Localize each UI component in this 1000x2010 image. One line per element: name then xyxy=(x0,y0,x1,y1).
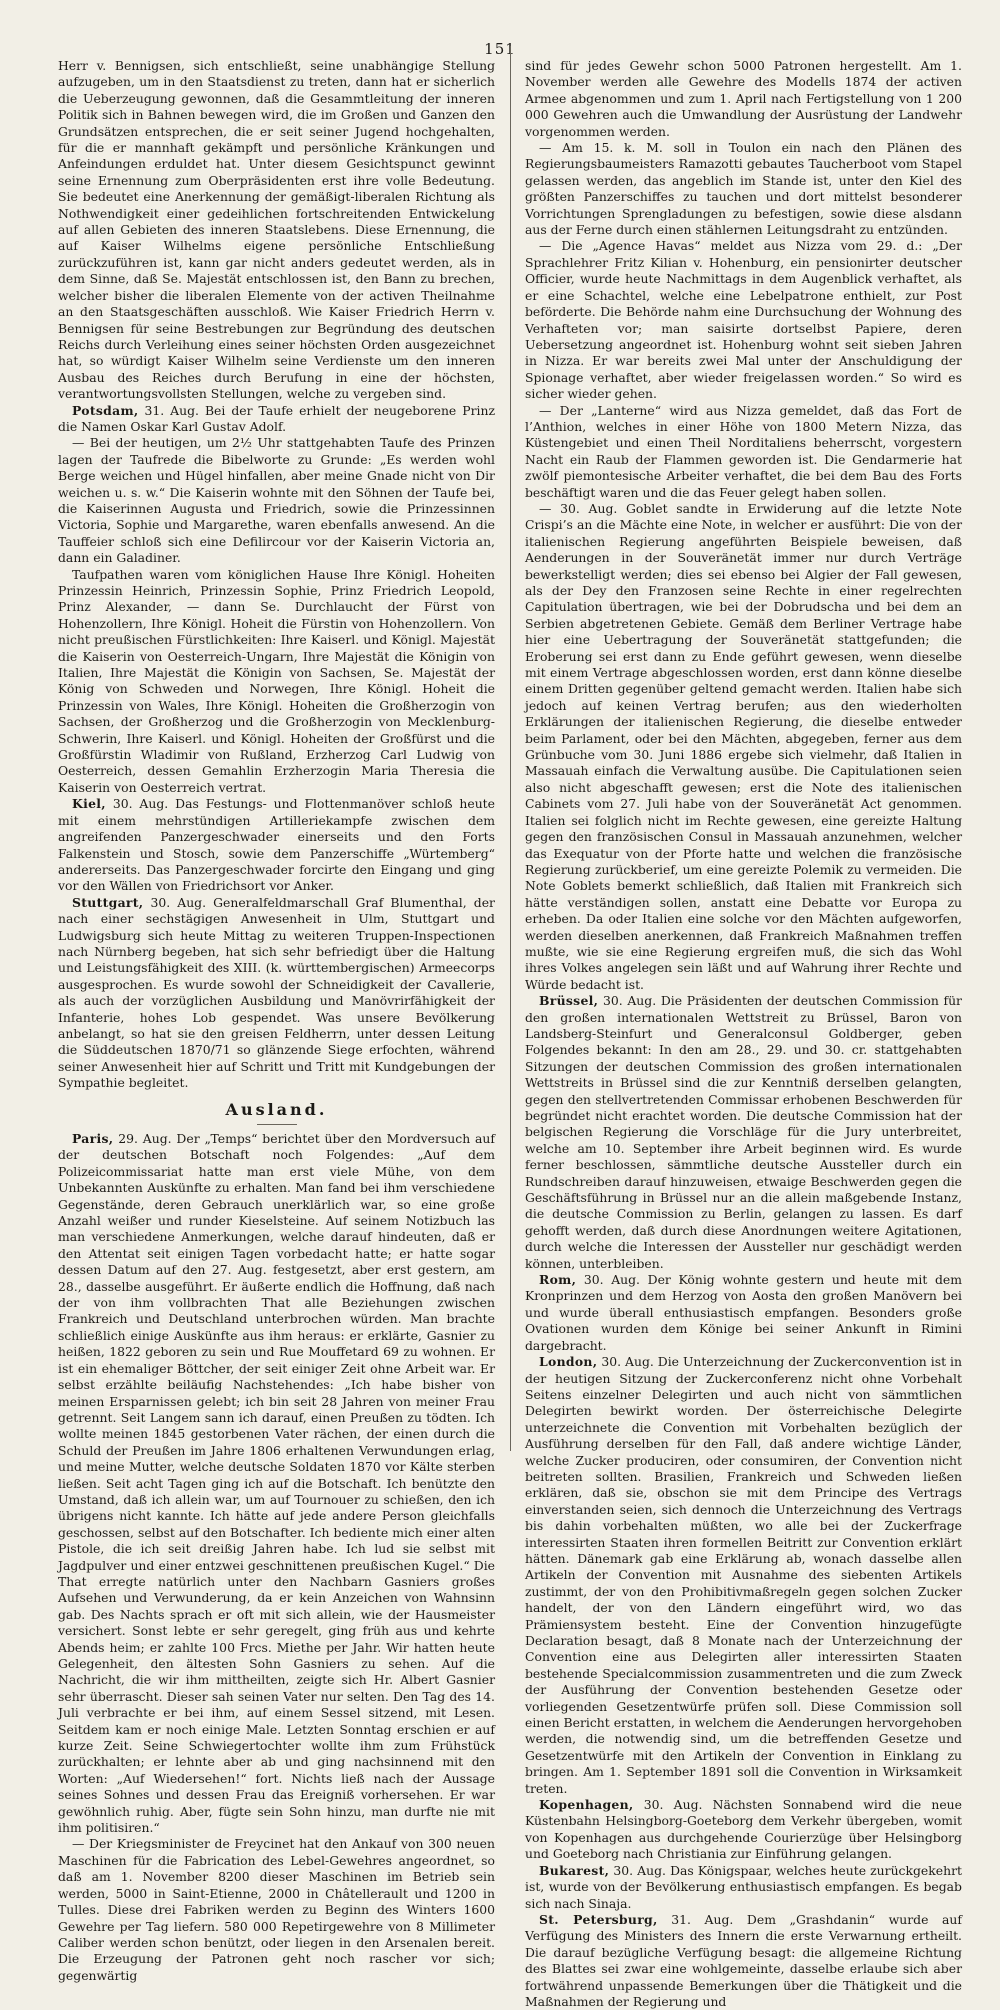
dateline-paris: Paris, xyxy=(72,1131,114,1146)
article-potsdam-baptism: — Bei der heutigen, um 2½ Uhr stattgehabten Taufe des Prinzen lagen der Taufrede die Bibelworte zu Grunde: „Es werden wohl Berge weichen und Hügel hinfallen, aber meine Gnade nicht von Dir weichen u. s. w.“ Die Kaiserin wohnte mit den Söhnen der Taufe bei, die Kaiserinnen Augusta und Friedrich, sowie die Prinzessinnen Victoria, Sophie und Margarethe, waren ebenfalls anwesend. An die Tauffeier schloß sich eine Defilircour vor der Kaiserin Victoria an, dann ein Galadiner. xyxy=(58,435,495,566)
article-potsdam-text: 31. Aug. Bei der Taufe erhielt der neugeborene Prinz die Namen Oskar Karl Gustav Adolf. xyxy=(58,402,495,434)
article-kopenhagen-text: 30. Aug. Nächsten Sonnabend wird die neue Küstenbahn Helsingborg-Goeteborg dem Verkehr übergeben, womit von Kopenhagen aus durchgehende Courierzüge über Helsingborg und Goeteborg nach Christiania zur Einführung gelangen. xyxy=(525,1797,962,1862)
dateline-kopenhagen: Kopenhagen, xyxy=(539,1797,634,1813)
dateline-stuttgart: Stuttgart, xyxy=(72,894,144,910)
page-number: 151 xyxy=(484,40,516,58)
article-rom xyxy=(525,1272,962,1354)
article-paris-text: 29. Aug. Der „Temps“ berichtet über den Mordversuch auf der deutschen Botschaft noch Folgendes: „Auf dem Polizeicommissariat hatte man erst viele Mühe, von dem Unbekannten Auskünfte zu erhalten. Man fand bei ihm verschiedene Gegenstände, deren Gebrauch unerklärlich war, so eine große Anzahl weißer und runder Kieselsteine. Auf seinem Notizbuch las man verschiedene Anmerkungen, welche darauf hindeuten, daß er den Attentat seit einigen Tagen vorbedacht hatte; er hatte sogar dessen Datum auf den 27. Aug. festgesetzt, aber erst gestern, am 28., dasselbe ausgeführt. Er äußerte endlich die Hoffnung, daß nach der von ihm vollbrachten That alle Beziehungen zwischen Frankreich und Deutschland unterbrochen würden. Man brachte schließlich einige Auskünfte aus ihm heraus: er erklärte, Gasnier zu heißen, 1822 geboren zu sein und Rue Mouffetard 69 zu wohnen. Er ist ein ehemaliger Böttcher, der seit einiger Zeit ohne Arbeit war. Er selbst erzählte beiläufig Nachstehendes: „Ich habe bisher von meinen Ersparnissen gelebt; ich bin seit 28 Jahren von meiner Frau getrennt. Seit Langem sann ich darauf, einen Preußen zu tödten. Ich wollte meinen 1845 gestorbenen Vater rächen, der einen durch die Schuld der Preußen im Jahre 1806 erhaltenen Verwundungen erlag, und meine Mutter, welche deutsche Soldaten 1870 vor Kälte sterben ließen. Seit acht Tagen ging ich auf die Botschaft. Ich benützte den Umstand, daß ich allein war, um auf Tournouer zu schießen, den ich übrigens nicht kannte. Ich hätte auf jede andere Person gleichfalls geschossen, selbst auf den Botschafter. Ich bediente mich einer alten Pistole, die ich seit dreißig Jahren habe. Ich lud sie selbst mit Jagdpulver und einer entzwei geschnittenen preußischen Kugel.“ Die That erregte natürlich unter den Nachbarn Gasniers großes Aufsehen und Verwunderung, da er kein Anzeichen von Wahnsinn gab. Des Nachts sprach er oft mit sich allein, wie der Hausmeister versichert. Sonst lebte er sehr geregelt, ging früh aus und kehrte Abends heim; er zahlte 100 Frcs. Miethe per Jahr. Wir hatten heute Gelegenheit, den ältesten Sohn Gasniers zu sehen. Auf die Nachricht, die wir ihm mittheilten, zeigte sich Hr. Albert Gasnier sehr überrascht. Dieser sah seinen Vater nur selten. Den Tag des 14. Juli verbrachte er bei ihm, auf einem Sessel sitzend, mit Lesen. Seitdem kam er noch einige Male. Letzten Sonntag erschien er auf kurze Zeit. Seine Schwiegertochter wollte ihm zum Frühstück zurückhalten; er lehnte aber ab und ging nachsinnend mit den Worten: „Auf Wiedersehen!“ fort. Nichts ließ nach der Aussage seines Sohnes und dessen Frau das Ereigniß vorhersehen. Er war gewöhnlich ruhig. Aber, fügte sein Sohn hinzu, man durfte nie mit ihm politisiren.“ xyxy=(58,1131,495,1836)
article-london-text: 30. Aug. Die Unterzeichnung der Zuckerconvention ist in der heutigen Sitzung der Zuckerconferenz nicht ohne Vorbehalt Seitens einzelner Delegirten und auch nicht von sämmtlichen Delegirten bewirkt worden. Der österreichische Delegirte unterzeichnete die Convention mit Vorbehalten bezüglich der Ausführung derselben für den Fall, daß andere wichtige Länder, welche Zucker produciren, oder consumiren, der Convention nicht beitreten sollten. Brasilien, Frankreich und Schweden ließen erklären, daß sie, obschon sie mit dem Principe des Vertrags einverstanden seien, sich dennoch die Unterzeichnung des Vertrags bis dahin vorbehalten müßten, wo alle bei der Zuckerfrage interessirten Staaten ihren formellen Beitritt zur Convention erklärt hätten. Dänemark gab eine Erklärung ab, wonach dasselbe allen Artikeln der Convention mit Ausnahme des siebenten Artikels zustimmt, der von den Prohibitivmaßregeln gegen solchen Zucker handelt, der von den Ländern eingeführt wird, wo das Prämiensystem besteht. Eine der Convention hinzugefügte Declaration besagt, daß 8 Monate nach der Unterzeichnung der Convention eine aus Delegirten aller interessirten Staaten bestehende Specialcommission zusammentreten und die zum Zweck der Ausführung der Convention bestehenden Gesetze oder vorliegenden Gesetzentwürfe prüfen soll. Diese Commission soll einen Bericht erstatten, in welchem die Aenderungen hervorgehoben werden, die notwendig sind, um die betreffenden Gesetze und Gesetzentwürfe mit den Artikeln der Convention in Einklang zu bringen. Am 1. September 1891 soll die Convention in Wirksamkeit treten. xyxy=(525,1354,962,1796)
article-paris-continued: sind für jedes Gewehr schon 5000 Patronen hergestellt. Am 1. November werden alle Gewehre des Modells 1874 der activen Armee abgenommen und zum 1. April nach Fertigstellung von 1 200 000 Gewehren auch die Umwandlung der Ausrüstung der Landwehr vorgenommen werden. xyxy=(525,58,962,139)
article-stuttgart xyxy=(58,895,495,1092)
heading-rule xyxy=(257,1124,297,1125)
article-kiel-text: 30. Aug. Das Festungs- und Flottenmanöver schloß heute mit einem mehrstündigen Artilleriekampfe zwischen dem angreifenden Panzergeschwader einerseits und den Forts Falkenstein und Stosch, sowie dem Panzerschiffe „Würtemberg“ andererseits. Das Panzergeschwader forcirte den Eingang und ging vor den Wällen von Friedrichsort vor Anker. xyxy=(58,796,495,894)
article-kopenhagen xyxy=(525,1797,962,1863)
article-bruessel-text: 30. Aug. Die Präsidenten der deutschen Commission für den großen internationalen Wettstreit zu Brüssel, Baron von Landsberg-Steinfurt und Generalconsul Goldberger, geben Folgendes bekannt: In den am 28., 29. und 30. cr. stattgehabten Sitzungen der deutschen Commission des großen internationalen Wettstreits in Brüssel sind die zur Kenntniß derselben gelangten, gegen den stellvertretenden Commissar erhobenen Beschwerden für begründet nicht erachtet worden. Die deutsche Commission hat der belgischen Regierung die Vorschläge für die Jury unterbreitet, welche am 10. September ihre Arbeit beginnen wird. Es wurde ferner beschlossen, sämmtliche deutsche Aussteller durch ein Rundschreiben darauf hinzuweisen, etwaige Beschwerden gegen die Geschäftsführung in Brüssel nur an die allein maßgebende Instanz, die deutsche Commission zu Berlin, gelangen zu lassen. Es darf gehofft werden, daß durch diese Anordnungen weitere Agitationen, durch welche die Interessen der Aussteller nur geschädigt werden können, unterbleiben. xyxy=(525,993,962,1271)
dateline-potsdam: Potsdam, xyxy=(72,402,139,418)
article-paris xyxy=(58,1131,495,1836)
article-bennigsen: Herr v. Bennigsen, sich entschließt, seine unabhängige Stellung aufzugeben, um in den Staatsdienst zu treten, dann hat er sicherlich die Ueberzeugung gewonnen, daß die Gesammtleitung der inneren Politik sich in Bahnen bewegen wird, die im Großen und Ganzen den Grundsätzen entsprechen, die er seit seiner Jugend hochgehalten, für die er mannhaft gekämpft und persönliche Kränkungen und Anfeindungen erduldet hat. Unter diesem Gesichtspunct gewinnt seine Ernennung zum Oberpräsidenten erst ihre volle Bedeutung. Sie bedeutet eine Anerkennung der gemäßigt-liberalen Richtung als Nothwendigkeit einer gedeihlichen fortschreitenden Entwickelung auf allen Gebieten des inneren Staatslebens. Diese Ernennung, die auf Kaiser Wilhelms eigene persönliche Entschließung zurückzuführen ist, kann gar nicht anders gedeutet werden, als in dem Sinne, daß Se. Majestät entschlossen ist, den Bann zu brechen, welcher bisher die liberalen Elemente von der activen Theilnahme an den Staatsgeschäften ausschloß. Wie Kaiser Friedrich Herrn v. Bennigsen für seine Bestrebungen zur Begründung des deutschen Reichs durch Verleihung eines seiner höchsten Orden ausgezeichnet hat, so würdigt Kaiser Wilhelm seine Verdienste um den inneren Ausbau des Reiches durch Berufung in eine der höchsten, verantwortungsvollsten Stellungen, welche zu vergeben sind. xyxy=(58,58,495,402)
left-column xyxy=(58,58,495,1983)
article-bruessel xyxy=(525,993,962,1272)
article-havas: — Die „Agence Havas“ meldet aus Nizza vom 29. d.: „Der Sprachlehrer Fritz Kilian v. Hohenburg, ein pensionirter deutscher Officier, wurde heute Nachmittags in dem Augenblick verhaftet, als er eine Schachtel, welche eine Lebelpatrone enthielt, zur Post beförderte. Die Behörde nahm eine Durchsuchung der Wohnung des Verhafteten vor; man saisirte dortselbst Papiere, deren Uebersetzung angeordnet ist. Hohenburg wohnt seit sieben Jahren in Nizza. Er war bereits zwei Mal unter der Anschuldigung der Spionage verhaftet, aber wieder freigelassen worden.“ So wird es sicher wieder gehen. xyxy=(525,238,962,402)
article-potsdam-godparents: Taufpathen waren vom königlichen Hause Ihre Königl. Hoheiten Prinzessin Heinrich, Prinzessin Sophie, Prinz Friedrich Leopold, Prinz Alexander, — dann Se. Durchlaucht der Fürst von Hohenzollern, Ihre Königl. Hoheit die Fürstin von Hohenzollern. Von nicht preußischen Fürstlichkeiten: Ihre Kaiserl. und Königl. Majestät die Kaiserin von Oesterreich-Ungarn, Ihre Majestät die Königin von Italien, Ihre Majestät die Königin von Sachsen, Se. Majestät der König von Schweden und Norwegen, Ihre Königl. Hoheit die Prinzessin von Wales, Ihre Königl. Hoheiten die Großherzogin von Sachsen, der Großherzog und die Großherzogin von Mecklenburg-Schwerin, Ihre Kaiserl. und Königl. Hoheiten der Großfürst und die Großfürstin Wladimir von Rußland, Erzherzog Carl Ludwig von Oesterreich, dessen Gemahlin Erzherzogin Maria Theresia die Kaiserin von Oesterreich vertrat. xyxy=(58,566,495,795)
article-paris-rifles: — Der Kriegsminister de Freycinet hat den Ankauf von 300 neuen Maschinen für die Fabrication des Lebel-Gewehres angeordnet, so daß am 1. November 8200 dieser Maschinen im Betrieb sein werden, 5000 in Saint-Etienne, 2000 in Châtellerault und 1200 in Tulles. Diese drei Fabriken werden zu Beginn des Winters 1600 Gewehre per Tag liefern. 580 000 Repetirgewehre von 8 Millimeter Caliber werden schon benützt, oder liegen in den Arsenalen bereit. Die Erzeugung der Patronen geht noch rascher vor sich; gegenwärtig xyxy=(58,1836,495,1983)
article-bukarest xyxy=(525,1863,962,1912)
dateline-london: London, xyxy=(539,1354,598,1370)
article-stuttgart-text: 30. Aug. Generalfeldmarschall Graf Blumenthal, der nach einer sechstägigen Anwesenheit in Ulm, Stuttgart und Ludwigsburg sich heute Mittag zu weiteren Truppen-Inspectionen nach Nürnberg begeben, hat sich sehr befriedigt über die Haltung und Leistungsfähigkeit des XIII. (k. württembergischen) Armeecorps ausgesprochen. Es wurde sowohl der Schneidigkeit der Cavallerie, als auch der vorzüglichen Ausbildung und Manövrirfähigkeit der Infanterie, hohes Lob gespendet. Was unsere Bevölkerung anbelangt, so hat sie den greisen Feldherrn, unter dessen Leitung die Süddeutschen 1870/71 so glänzende Siege erfochten, während seiner Anwesenheit hier auf Schritt und Tritt mit Kundgebungen der Sympathie begleitet. xyxy=(58,894,495,1091)
dateline-bukarest: Bukarest, xyxy=(539,1862,610,1878)
article-lanterne: — Der „Lanterne“ wird aus Nizza gemeldet, daß das Fort de l’Anthion, welches in einer Höhe von 1800 Metern Nizza, das Küstengebiet und einen Theil Norditaliens beherrscht, vorgestern Nacht ein Raub der Flammen geworden ist. Die Gendarmerie hat zwölf piemontesische Arbeiter verhaftet, die bei dem Bau des Forts beschäftigt waren und die das Feuer gelegt haben sollen. xyxy=(525,402,962,500)
dateline-petersburg: St. Petersburg, xyxy=(539,1911,658,1927)
article-potsdam xyxy=(58,403,495,436)
article-toulon: — Am 15. k. M. soll in Toulon ein nach den Plänen des Regierungsbaumeisters Ramazotti gebautes Taucherboot vom Stapel gelassen werden, das angeblich im Stande ist, unter den Kiel des größten Panzerschiffes zu tauchen und dort mittelst besonderer Vorrichtungen Sprengladungen zu befestigen, sowie diese alsdann aus der Ferne durch einen stählernen Leitungsdraht zu entzünden. xyxy=(525,140,962,238)
section-heading-ausland: Ausland. xyxy=(225,1099,328,1119)
dateline-bruessel: Brüssel, xyxy=(539,993,599,1009)
article-petersburg xyxy=(525,1912,962,2010)
article-bukarest-text: 30. Aug. Das Königspaar, welches heute zurückgekehrt ist, wurde von der Bevölkerung enthusiastisch empfangen. Es begab sich nach Sinaja. xyxy=(525,1862,962,1911)
article-rom-text: 30. Aug. Der König wohnte gestern und heute mit dem Kronprinzen und dem Herzog von Aosta den großen Manövern bei und wurde überall enthusiastisch empfangen. Besonders große Ovationen wurden dem Könige bei seiner Ankunft in Rimini dargebracht. xyxy=(525,1272,962,1353)
article-goblet: — 30. Aug. Goblet sandte in Erwiderung auf die letzte Note Crispi’s an die Mächte eine Note, in welcher er ausführt: Die von der italienischen Regierung angeführten Beispiele beweisen, daß Aenderungen in der Souveränetät immer nur durch Verträge bewerkstelligt werden; dies sei ebenso bei Algier der Fall gewesen, als der Dey den Franzosen seine Rechte in einer regelrechten Capitulation übertragen, wie bei der Dobrudscha und bei dem an Serbien abgetretenen Gebiete. Gemäß dem Berliner Vertrage habe hier eine Uebertragung der Souveränetät stattgefunden; die Eroberung sei erst dann zu Ende geführt gewesen, wenn dieselbe mit einem Vertrage abgeschlossen worden, erst dann könne dieselbe einem Dritten gegenüber geltend gemacht werden. Italien habe sich jedoch auf keinen Vertrag berufen; aus den wiederholten Erklärungen der italienischen Regierung, die dieselbe entweder beim Parlament, oder bei den Mächten, abgegeben, ferner aus dem Grünbuche vom 30. Juni 1886 ergebe sich vielmehr, daß Italien in Massauah einfach die Verwaltung ausübe. Die Capitulationen seien also nicht abgeschafft gewesen; erst die Note des italienischen Cabinets vom 27. Juli habe von der Souveränetät Act genommen. Italien sei folglich nicht im Rechte gewesen, eine gereizte Haltung gegen den französischen Consul in Massauah anzunehmen, welcher das Exequatur von der Pforte hatte und welchen die französische Regierung zurückberief, um eine gereizte Polemik zu vermeiden. Die Note Goblets bemerkt schließlich, daß Italien mit Frankreich sich hätte verständigen sollen, anstatt eine Debatte vor Europa zu erheben. Da oder Italien eine solche vor den Mächten aufgeworfen, werden dieselben anerkennen, daß Frankreich Maßnahmen treffen mußte, wie sie eine Regierung ergreifen muß, die sich das Wohl ihres Volkes angelegen sein läßt und auf Wahrung ihrer Rechte und Würde bedacht ist. xyxy=(525,500,962,992)
article-petersburg-text: 31. Aug. Dem „Grashdanin“ wurde auf Verfügung des Ministers des Innern die erste Verwarnung ertheilt. Die darauf bezügliche Verfügung besagt: die allgemeine Richtung des Blattes sei zwar eine wohlgemeinte, dasselbe erlaube sich aber fortwährend unpassende Bemerkungen über die Thätigkeit und die Maßnahmen der Regierung und xyxy=(525,1911,962,2009)
article-kiel xyxy=(58,796,495,894)
right-column xyxy=(525,58,962,2009)
article-london xyxy=(525,1354,962,1797)
dateline-rom: Rom, xyxy=(539,1272,577,1288)
dateline-kiel: Kiel, xyxy=(72,796,106,812)
column-divider xyxy=(510,46,511,1451)
